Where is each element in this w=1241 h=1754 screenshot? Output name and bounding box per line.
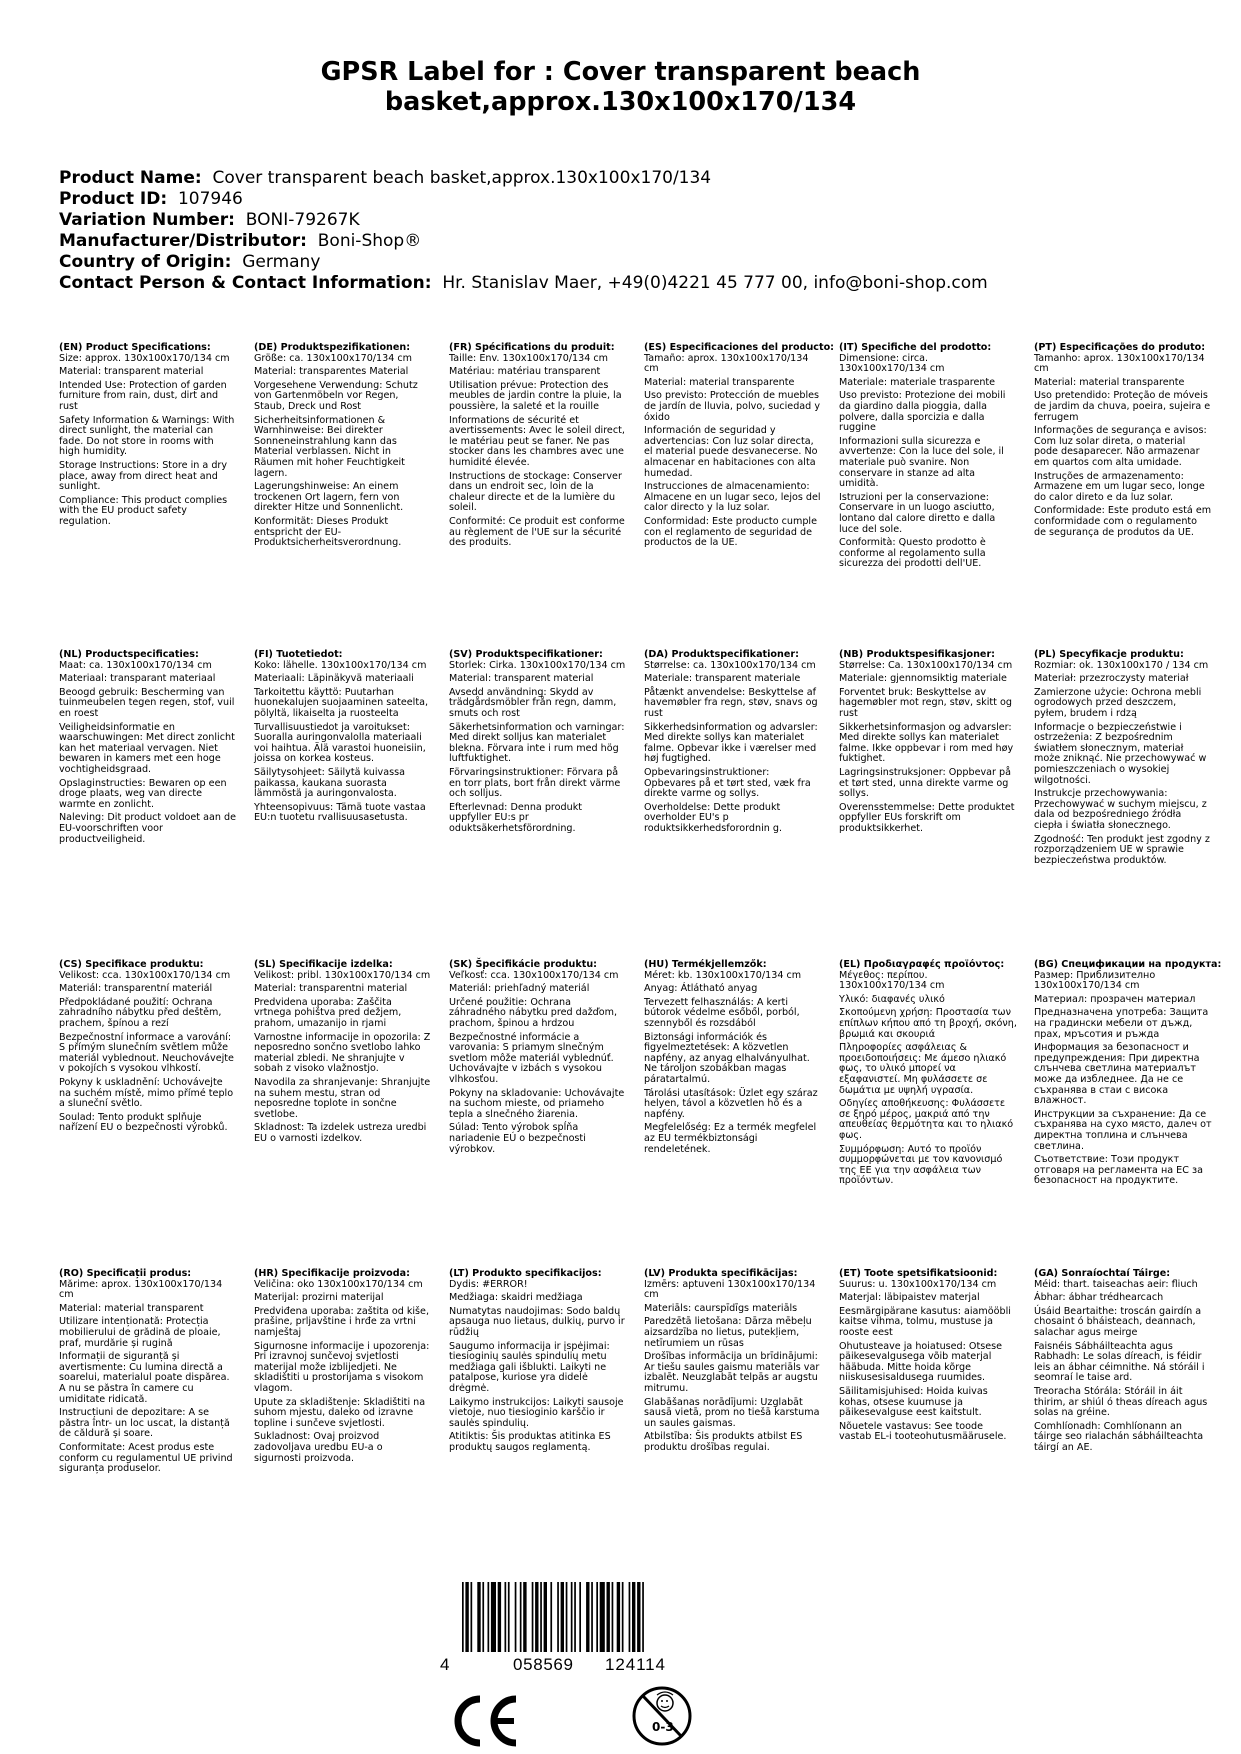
spec-paragraph: Informazioni sulla sicurezza e avvertenze: Con la luce del sole, il materiale può svanire. Non conservare in stanze ad alta umidità.	[839, 435, 1004, 490]
spec-paragraph: Instrucțiuni de depozitare: A se păstra într- un loc uscat, la distanță de căldură și soare.	[59, 1407, 230, 1440]
spec-paragraph: Pokyny k uskladnění: Uchovávejte na suchém místě, mimo přímé teplo a sluneční světlo.	[59, 1076, 234, 1110]
spec-paragraph: Υλικό: διαφανές υλικό	[839, 993, 945, 1005]
spec-paragraph: Μέγεθος: περίπου. 130x100x170/134 cm	[839, 969, 945, 992]
spec-paragraph: Faisnéis Sábháilteachta agus Rabhadh: Le solas díreach, is féidir leis an ábhar céimnithe. Ná stóráil i seomraí le taise ard.	[1034, 1340, 1205, 1384]
info-value: BONI-79267K	[245, 210, 360, 230]
barcode-digit-first: 4	[440, 1655, 450, 1674]
spec-paragraph: Biztonsági információk és figyelmeztetések: A közvetlen napfény, az anyag elhalványulhat. Ne tároljon szobákban magas páratartalmú.	[644, 1031, 810, 1085]
info-contact	[59, 273, 1209, 294]
spec-paragraph: Upute za skladištenje: Skladištiti na suhom mjestu, daleko od izravne topline i sunčeve svjetlosti.	[254, 1396, 426, 1429]
spec-paragraph: Οδηγίες αποθήκευσης: Φυλάσσετε σε ξηρό μέρος, μακριά από την απευθείας θερμότητα και το ηλιακό φως.	[839, 1098, 1014, 1141]
spec-paragraph: Lagerungshinweise: An einem trockenen Ort lagern, fern von direkter Hitze und Sonnenlicht.	[254, 481, 404, 514]
spec-paragraph: Σκοπούμενη χρήση: Προστασία των επίπλων κήπου από τη βροχή, σκόνη, βρωμιά και σκουριά	[839, 1007, 1017, 1040]
spec-paragraph: Conformidade: Este produto está em conformidade com o regulamento de segurança de produtos da UE.	[1034, 505, 1212, 538]
spec-paragraph: Eesmärgipärane kasutus: aiamööbli kaitse vihma, tolmu, mustuse ja rooste eest	[839, 1305, 1011, 1338]
spec-paragraph: Информация за безопасност и предупреждения: При директна слънчева светлина материалът може да избледнее. Да не се съхранява в стаи с висока влажност.	[1034, 1042, 1200, 1107]
barcode-digits-right: 124114	[605, 1655, 665, 1674]
barcode	[440, 1582, 705, 1674]
spec-block	[644, 960, 822, 1158]
barcode-bar	[491, 1582, 496, 1652]
spec-paragraph: Materiale: gjennomsiktig materiale	[839, 673, 1007, 685]
spec-block	[59, 650, 237, 848]
spec-block	[644, 650, 822, 838]
spec-paragraph: Naleving: Dit product voldoet aan de EU-voorschriften voor productveiligheid.	[59, 812, 236, 845]
barcode-bar	[482, 1582, 484, 1652]
spec-paragraph: Laikymo instrukcijos: Laikyti sausoje vietoje, nuo tiesioginio karščio ir saulės spindulių.	[449, 1396, 624, 1429]
spec-heading: (IT) Specifiche del prodotto:	[839, 342, 992, 353]
spec-paragraph: Tamaño: aprox. 130x100x170/134 cm	[644, 352, 809, 375]
spec-paragraph: Medžiaga: skaidri medžiaga	[449, 1292, 583, 1304]
barcode-bar	[629, 1582, 631, 1652]
barcode-bar	[550, 1582, 552, 1652]
spec-paragraph: Material: material transparent	[59, 1302, 204, 1314]
spec-paragraph: Matériau: matériau transparent	[449, 366, 601, 378]
spec-paragraph: Instrucciones de almacenamiento: Almacene en un lugar seco, lejos del calor directo y la luz solar.	[644, 481, 821, 514]
spec-heading: (DA) Produktspecifikationer:	[644, 649, 799, 660]
spec-paragraph: Συμμόρφωση: Αυτό το προϊόν συμμορφώνεται με τον κανονισμό της ΕΕ για την ασφάλεια των προϊόντων.	[839, 1143, 1003, 1187]
product-info	[59, 168, 1209, 294]
info-label: Manufacturer/Distributor:	[59, 231, 307, 251]
barcode-bar	[642, 1582, 644, 1652]
barcode-bar	[544, 1582, 547, 1652]
spec-block	[449, 960, 627, 1158]
spec-heading: (SL) Specifikacije izdelka:	[254, 959, 393, 970]
spec-block	[449, 1269, 627, 1457]
spec-paragraph: Storage Instructions: Store in a dry place, away from direct heat and sunlight.	[59, 459, 228, 493]
spec-paragraph: Intended Use: Protection of garden furniture from rain, dust, dirt and rust	[59, 379, 227, 412]
spec-paragraph: Predviđena uporaba: zaštita od kiše, prašine, prljavštine i hrđe za vrtni namještaj	[254, 1305, 430, 1338]
spec-paragraph: Conformitate: Acest produs este conform cu regulamentul UE privind siguranța produselor.	[59, 1441, 233, 1475]
spec-paragraph: Materiale: materiale trasparente	[839, 376, 996, 388]
spec-paragraph: Skladnost: Ta izdelek ustreza uredbi EU o varnosti izdelkov.	[254, 1122, 427, 1144]
spec-paragraph: Předpokládané použití: Ochrana zahradního nábytku před deštěm, prachem, špínou a rezí	[59, 996, 222, 1029]
spec-heading: (LT) Produkto specifikacijos:	[449, 1268, 602, 1279]
spec-block	[839, 1269, 1017, 1446]
spec-paragraph: Turvallisuustiedot ja varoitukset: Suoralla auringonvalolla materiaali voi haihtua. Älä varastoi huoneisiin, joissa on korkea kosteus.	[254, 721, 426, 765]
barcode-bar	[632, 1582, 635, 1652]
spec-paragraph: Informacje o bezpieczeństwie i ostrzeżenia: Z bezpośrednim światłem słonecznym, materiał może zniknąć. Nie przechowywać w pomieszczeniach o wysokiej wilgotności.	[1034, 721, 1207, 786]
spec-block	[644, 1269, 822, 1457]
spec-paragraph: Velikost: pribl. 130x100x170/134 cm	[254, 969, 431, 981]
spec-paragraph: Material: transparentni material	[254, 983, 408, 995]
spec-paragraph: Rozmiar: ok. 130x100x170 / 134 cm	[1034, 659, 1209, 671]
spec-paragraph: Comhlíonadh: Comhlíonann an táirge seo rialachán sábháilteachta táirgí an AE.	[1034, 1420, 1204, 1453]
spec-paragraph: Overholdelse: Dette produkt overholder EU's p roduktsikkerhedsforordnin g.	[644, 801, 783, 834]
barcode-bar	[596, 1582, 598, 1652]
spec-block	[449, 650, 627, 838]
barcode-bar	[622, 1582, 624, 1652]
spec-heading: (HU) Termékjellemzők:	[644, 959, 767, 970]
spec-paragraph: Materijal: prozirni materijal	[254, 1292, 384, 1304]
spec-paragraph: Megfelelőség: Ez a termék megfelel az EU termékbiztonsági rendeletének.	[644, 1122, 817, 1155]
spec-paragraph: Инструкции за съхранение: Да се съхранява на сухо място, далеч от директна топлина и слънчева светлина.	[1034, 1108, 1212, 1152]
info-value: Hr. Stanislav Maer, +49(0)4221 45 777 00, info@boni-shop.com	[442, 273, 988, 293]
spec-paragraph: Drošības informācija un brīdinājumi: Ar tiešu saules gaismu materiāls var izbalēt. Neuzglabāt telpās ar augstu mitrumu.	[644, 1351, 820, 1394]
spec-block	[254, 343, 432, 552]
spec-paragraph: Safety Information & Warnings: With direct sunlight, the material can fade. Do not store in rooms with high humidity.	[59, 414, 235, 458]
barcode-bar	[488, 1582, 490, 1652]
spec-paragraph: Forventet bruk: Beskyttelse av hagemøbler mot regn, støv, skitt og rust	[839, 686, 1012, 719]
spec-paragraph: Utilizare intenționată: Protecția mobilierului de grădină de ploaie, praf, murdărie și rugină	[59, 1316, 221, 1349]
spec-paragraph: Tárolási utasítások: Üzlet egy száraz helyen, távol a közvetlen hő és a napfény.	[644, 1087, 818, 1120]
spec-paragraph: Maat: ca. 130x100x170/134 cm	[59, 659, 212, 671]
spec-paragraph: Dydis: #ERROR!	[449, 1278, 528, 1290]
barcode-bar	[600, 1582, 605, 1652]
spec-heading: (FR) Spécifications du produit:	[449, 342, 615, 353]
spec-paragraph: Atbilstība: Šis produkts atbilst ES produktu drošības regulai.	[644, 1431, 803, 1453]
spec-paragraph: Bezpečnostné informácie a varovania: S priamym slnečným svetlom môže materiál vyblednúť. Uchovávajte v izbách s vysokou vlhkosťou.	[449, 1031, 614, 1085]
barcode-bar	[462, 1582, 464, 1652]
spec-block	[839, 650, 1017, 838]
spec-paragraph: Opslaginstructies: Bewaren op een droge plaats, weg van directe warmte en zonlicht.	[59, 777, 227, 810]
spec-paragraph: Material: material transparente	[644, 376, 795, 388]
spec-paragraph: Numatytas naudojimas: Sodo baldų apsauga nuo lietaus, dulkių, purvo ir rūdžių	[449, 1305, 625, 1338]
spec-block	[839, 960, 1017, 1190]
spec-paragraph: Påtænkt anvendelse: Beskyttelse af havemøbler fra regn, støv, snavs og rust	[644, 686, 818, 719]
info-value: 107946	[177, 189, 243, 209]
spec-paragraph: Tarkoitettu käyttö: Puutarhan huonekalujen suojaaminen sateelta, pölyltä, likaiselta ja ruosteelta	[254, 686, 429, 719]
spec-paragraph: Méid: thart. taiseachas aeir: fliuch	[1034, 1278, 1198, 1290]
spec-paragraph: Uso pretendido: Proteção de móveis de jardim da chuva, poeira, sujeira e ferrugem	[1034, 390, 1211, 423]
spec-paragraph: Opbevaringsinstruktioner: Opbevares på et tørt sted, væk fra direkte varme og sollys.	[644, 766, 811, 800]
spec-heading: (GA) Sonraíochtaí Táirge:	[1034, 1268, 1171, 1279]
spec-paragraph: Lagringsinstruksjoner: Oppbevar på et tørt sted, unna direkte varme og sollys.	[839, 766, 1011, 800]
info-value: Germany	[242, 252, 321, 272]
info-label: Product ID:	[59, 189, 168, 209]
ce-mark-icon	[450, 1693, 522, 1749]
spec-paragraph: Utilisation prévue: Protection des meubles de jardin contre la pluie, la poussière, la saleté et la rouille	[449, 379, 622, 412]
spec-paragraph: Velikost: cca. 130x100x170/134 cm	[59, 969, 231, 981]
barcode-digits-left: 058569	[513, 1655, 573, 1674]
spec-paragraph: Съответствие: Този продукт отговаря на регламента на ЕС за безопасност на продуктите.	[1034, 1154, 1203, 1187]
spec-paragraph: Informations de sécurité et avertissements: Avec le soleil direct, le matériau peut se faner. Ne pas stocker dans les chambres avec une humidité élevée.	[449, 414, 625, 468]
spec-paragraph: Ohutusteave ja hoiatused: Otsese päikesevalgusega võib materjal hääbuda. Mitte hoida kõrge niiskusesisaldusega ruumides.	[839, 1340, 1003, 1384]
info-variation-number	[59, 210, 1209, 231]
spec-heading: (PT) Especificações do produto:	[1034, 342, 1206, 353]
spec-paragraph: Información de seguridad y advertencias: Con luz solar directa, el material puede desvanecerse. No almacenar en habitaciones con alta humedad.	[644, 425, 818, 479]
spec-paragraph: Materiale: transparent materiale	[644, 673, 801, 685]
spec-paragraph: Materiał: przezroczysty materiał	[1034, 673, 1189, 685]
spec-paragraph: Materiāls: caurspīdīgs materiāls	[644, 1302, 798, 1314]
spec-paragraph: Uso previsto: Protección de muebles de jardín de lluvia, polvo, suciedad y óxido	[644, 390, 820, 423]
barcode-bar	[540, 1582, 542, 1652]
spec-heading: (SK) Špecifikácie produktu:	[449, 959, 598, 970]
spec-heading: (EL) Προδιαγραφές προϊόντος:	[839, 959, 1005, 970]
barcode-bar	[498, 1582, 501, 1652]
spec-block	[1034, 343, 1212, 541]
barcode-bar	[532, 1582, 534, 1652]
spec-paragraph: Koko: lähelle. 130x100x170/134 cm	[254, 659, 427, 671]
spec-paragraph: Efterlevnad: Denna produkt uppfyller EU:s pr oduktsäkerhetsförordning.	[449, 801, 583, 834]
spec-paragraph: Sikkerhetsinformasjon og advarsler: Med direkte sollys kan materialet falme. Ikke oppbevar i rom med høy fuktighet.	[839, 721, 1014, 765]
spec-heading: (HR) Specifikacije proizvoda:	[254, 1268, 410, 1279]
spec-paragraph: Vorgesehene Verwendung: Schutz von Gartenmöbeln vor Regen, Staub, Dreck und Rost	[254, 379, 418, 412]
spec-paragraph: Conformidad: Este producto cumple con el reglamento de seguridad de productos de la UE.	[644, 515, 817, 549]
spec-block	[1034, 650, 1212, 869]
spec-block	[1034, 959, 1222, 1190]
spec-paragraph: Zgodność: Ten produkt jest zgodny z rozporządzeniem UE w sprawie bezpieczeństwa produktów.	[1034, 833, 1210, 866]
spec-paragraph: Størrelse: Ca. 130x100x170/134 cm	[839, 659, 1013, 671]
barcode-bar	[617, 1582, 620, 1652]
spec-paragraph: Úsáid Beartaithe: troscán gairdín a chosaint ó bháisteach, deannach, salachar agus meirge	[1034, 1305, 1202, 1338]
barcode-bar	[515, 1582, 517, 1652]
spec-paragraph: Varnostne informacije in opozorila: Z neposredno sončno svetlobo lahko material zbledi. Ne shranjujte v sobah z visoko vlažnostjo.	[254, 1031, 431, 1075]
spec-paragraph: Izmērs: aptuveni 130x100x170/134 cm	[644, 1278, 816, 1301]
spec-paragraph: Mărime: aprox. 130x100x170/134 cm	[59, 1278, 223, 1301]
spec-heading: (DE) Produktspezifikationen:	[254, 342, 411, 353]
spec-paragraph: Zamierzone użycie: Ochrona mebli ogrodowych przed deszczem, pyłem, brudem i rdzą	[1034, 686, 1202, 719]
spec-paragraph: Size: approx. 130x100x170/134 cm	[59, 352, 230, 364]
spec-paragraph: Materiál: priehľadný materiál	[449, 983, 590, 995]
spec-heading: (ES) Especificaciones del producto:	[644, 342, 835, 353]
spec-paragraph: Tervezett felhasználás: A kerti bútorok védelme esőből, porból, szennyből és rozsdából	[644, 996, 800, 1029]
spec-block	[254, 650, 432, 827]
barcode-bar	[471, 1582, 473, 1652]
info-label: Product Name:	[59, 168, 202, 188]
barcode-bar	[637, 1582, 640, 1652]
spec-paragraph: Informații de siguranță și avertismente: Cu lumina directă a soarelui, materialul poate dispărea. A nu se păstra în camere cu umiditate ridicată.	[59, 1351, 230, 1405]
spec-paragraph: Ábhar: ábhar trédhearcach	[1034, 1292, 1164, 1304]
spec-paragraph: Taille: Env. 130x100x170/134 cm	[449, 352, 609, 364]
spec-paragraph: Sikkerhedsinformation og advarsler: Med direkte sollys kan materialet falme. Opbevar ikke i værelser med høj fugtighed.	[644, 721, 818, 765]
spec-paragraph: Размер: Приблизително 130x100x170/134 cm	[1034, 969, 1156, 992]
barcode-bar	[505, 1582, 507, 1652]
barcode-bar	[523, 1582, 526, 1652]
spec-heading: (ET) Toote spetsifikatsioonid:	[839, 1268, 998, 1279]
spec-paragraph: Sicherheitsinformationen & Warnhinweise: Bei direkter Sonneneinstrahlung kann das Material verblassen. Nicht in Räumen mit hoher Feuchtigkeit lagern.	[254, 414, 405, 479]
spec-paragraph: Materiaali: Läpinäkyvä materiaali	[254, 673, 414, 685]
spec-block	[59, 343, 237, 531]
spec-paragraph: Súlad: Tento výrobok spĺňa nariadenie EÚ o bezpečnosti výrobkov.	[449, 1122, 586, 1155]
spec-heading: (LV) Produkta specifikācijas:	[644, 1268, 798, 1279]
spec-paragraph: Instrukcje przechowywania: Przechowywać w suchym miejscu, z dala od bezpośredniego źródła ciepła i światła słonecznego.	[1034, 788, 1207, 831]
barcode-bar	[612, 1582, 614, 1652]
barcode-bar	[557, 1582, 559, 1652]
barcode-bar	[571, 1582, 573, 1652]
spec-paragraph: Beoogd gebruik: Bescherming van tuinmeubelen tegen regen, stof, vuil en roest	[59, 686, 235, 719]
info-label: Contact Person & Contact Information:	[59, 273, 432, 293]
spec-block	[839, 343, 1017, 573]
barcode-bar	[520, 1582, 522, 1652]
spec-paragraph: Материал: прозрачен материал	[1034, 993, 1196, 1005]
spec-paragraph: Veľkosť: cca. 130x100x170/134 cm	[449, 969, 619, 981]
info-manufacturer	[59, 231, 1209, 252]
spec-paragraph: Material: transparent material	[449, 673, 594, 685]
spec-paragraph: Säkerhetsinformation och varningar: Med direkt solljus kan materialet blekna. Förvara inte i rum med hög luftfuktighet.	[449, 721, 625, 765]
spec-paragraph: Förvaringsinstruktioner: Förvara på en torr plats, bort från direkt värme och solljus.	[449, 766, 621, 800]
spec-block	[1034, 1269, 1212, 1457]
spec-paragraph: Méret: kb. 130x100x170/134 cm	[644, 969, 802, 981]
spec-block	[449, 343, 627, 552]
spec-paragraph: Soulad: Tento produkt splňuje nařízení EU o bezpečnosti výrobků.	[59, 1111, 228, 1134]
barcode-bars	[462, 1582, 644, 1652]
info-product-id	[59, 189, 1209, 210]
spec-paragraph: Größe: ca. 130x100x170/134 cm	[254, 352, 413, 364]
page-title: GPSR Label for : Cover transparent beach basket,approx.130x100x170/134	[320, 57, 921, 117]
barcode-bar	[561, 1582, 564, 1652]
spec-paragraph: Nõuetele vastavus: See toode vastab EL-i tooteohutusmäärusele.	[839, 1420, 1007, 1443]
spec-paragraph: Materjal: läbipaistev materjal	[839, 1292, 980, 1304]
info-value: Boni-Shop®	[317, 231, 422, 251]
barcode-bar	[579, 1582, 581, 1652]
spec-paragraph: Informações de segurança e avisos: Com luz solar direta, o material pode desaparecer. Não armazenar em quartos com alta umidade.	[1034, 425, 1207, 468]
age-range-label: 0-3	[652, 1720, 674, 1734]
barcode-bar	[574, 1582, 576, 1652]
spec-heading: (SV) Produktspecifikationer:	[449, 649, 603, 660]
spec-paragraph: Säilytysohjeet: Säilytä kuivassa paikassa, kaukana suorasta lämmöstä ja auringonvalosta.	[254, 766, 405, 800]
barcode-bar	[566, 1582, 568, 1652]
info-product-name	[59, 168, 1209, 189]
spec-paragraph: Pokyny na skladovanie: Uchovávajte na suchom mieste, od priameho tepla a slnečného žiarenia.	[449, 1087, 625, 1120]
spec-paragraph: Compliance: This product complies with the EU product safety regulation.	[59, 494, 228, 527]
spec-paragraph: Overensstemmelse: Dette produktet oppfyller EUs forskrift om produktsikkerhet.	[839, 801, 1015, 834]
barcode-bar	[591, 1582, 593, 1652]
spec-paragraph: Material: transparent material	[59, 366, 204, 378]
info-value: Cover transparent beach basket,approx.130x100x170/134	[212, 168, 712, 188]
spec-paragraph: Material: transparentes Material	[254, 366, 409, 378]
spec-paragraph: Storlek: Cirka. 130x100x170/134 cm	[449, 659, 626, 671]
spec-paragraph: Предназначена употреба: Защита на градински мебели от дъжд, прах, мръсотия и ръжда	[1034, 1007, 1209, 1040]
spec-paragraph: Yhteensopivuus: Tämä tuote vastaa EU:n tuotetu rvallisuusasetusta.	[254, 801, 426, 824]
barcode-bar	[607, 1582, 610, 1652]
spec-paragraph: Glabāšanas norādījumi: Uzglabāt sausā vietā, prom no tiešā karstuma un saules gaismas.	[644, 1396, 820, 1429]
info-country	[59, 252, 1209, 273]
spec-paragraph: Instructions de stockage: Conserver dans un endroit sec, loin de la chaleur directe et de la lumière du soleil.	[449, 470, 622, 514]
spec-paragraph: Tamanho: aprox. 130x100x170/134 cm	[1034, 352, 1205, 375]
spec-paragraph: Materiál: transparentní materiál	[59, 983, 213, 995]
spec-paragraph: Bezpečnostní informace a varování: S přímým slunečním světlem může materiál vyblednout. Neuchovávejte v pokojích s vysokou vlhkostí.	[59, 1031, 234, 1075]
spec-paragraph: Conformité: Ce produit est conforme au règlement de l'UE sur la sécurité des produits.	[449, 515, 625, 549]
spec-paragraph: Veličina: oko 130x100x170/134 cm	[254, 1278, 423, 1290]
spec-block	[59, 960, 237, 1137]
spec-block	[59, 1269, 237, 1478]
spec-heading: (RO) Specificații produs:	[59, 1268, 192, 1279]
spec-paragraph: Avsedd användning: Skydd av trädgårdsmöbler från regn, damm, smuts och rost	[449, 686, 617, 719]
spec-heading: (PL) Specyfikacje produktu:	[1034, 649, 1184, 660]
spec-heading: (CS) Specifikace produktu:	[59, 959, 204, 970]
spec-paragraph: Sukladnost: Ovaj proizvod zadovoljava uredbu EU-a o sigurnosti proizvoda.	[254, 1431, 383, 1464]
spec-paragraph: Paredzētā lietošana: Dārza mēbeļu aizsardzība no lietus, putekļiem, netīrumiem un rūsas	[644, 1316, 812, 1349]
spec-paragraph: Určené použitie: Ochrana záhradného nábytku pred dažďom, prachom, špinou a hrdzou	[449, 996, 617, 1029]
spec-block	[254, 1269, 432, 1467]
barcode-bar	[535, 1582, 538, 1652]
spec-paragraph: Instruções de armazenamento: Armazene em um lugar seco, longe do calor direto e da luz solar.	[1034, 470, 1205, 503]
info-label: Variation Number:	[59, 210, 235, 230]
not-for-children-0-3-icon	[631, 1683, 693, 1749]
spec-paragraph: Suurus: u. 130x100x170/134 cm	[839, 1278, 997, 1290]
spec-block	[254, 960, 432, 1148]
spec-heading: (NB) Produktspesifikasjoner:	[839, 649, 996, 660]
spec-paragraph: Saugumo informacija ir įspėjimai: tiesioginių saulės spindulių metu medžiaga gali išblukti. Laikyti ne patalpose, kuriose yra didelė drėgmė.	[449, 1340, 610, 1394]
spec-paragraph: Anyag: Átlátható anyag	[644, 983, 758, 995]
barcode-bar	[465, 1582, 468, 1652]
spec-paragraph: Materiaal: transparant materiaal	[59, 673, 216, 685]
info-label: Country of Origin:	[59, 252, 232, 272]
barcode-bar	[586, 1582, 589, 1652]
spec-heading: (FI) Tuotetiedot:	[254, 649, 343, 660]
spec-heading: (BG) Спецификации на продукта:	[1034, 959, 1222, 970]
spec-paragraph: Predvidena uporaba: Zaščita vrtnega pohištva pred dežjem, prahom, umazanijo in rjami	[254, 996, 402, 1029]
spec-paragraph: Sigurnosne informacije i upozorenja: Pri izravnoj sunčevoj svjetlosti materijal može izblijedjeti. Ne skladištiti u prostorijama s visokom vlagom.	[254, 1340, 430, 1394]
spec-heading: (NL) Productspecificaties:	[59, 649, 199, 660]
barcode-bar	[477, 1582, 480, 1652]
spec-paragraph: Veiligheidsinformatie en waarschuwingen: Met direct zonlicht kan het materiaal vervagen. Niet bewaren in kamers met een hoge vochtigheidsgraad.	[59, 721, 235, 775]
spec-paragraph: Πληροφορίες ασφάλειας & προειδοποιήσεις: Με άμεσο ηλιακό φως, το υλικό μπορεί να εξαφανιστεί. Μη φυλάσσετε σε δωμάτια με υψηλή υγρασία.	[839, 1042, 1007, 1096]
spec-paragraph: Størrelse: ca. 130x100x170/134 cm	[644, 659, 816, 671]
spec-paragraph: Istruzioni per la conservazione: Conservare in un luogo asciutto, lontano dal calore diretto e dalla luce del sole.	[839, 491, 996, 535]
spec-paragraph: Material: material transparente	[1034, 376, 1185, 388]
spec-paragraph: Konformität: Dieses Produkt entspricht der EU-Produktsicherheitsverordnung.	[254, 515, 402, 549]
spec-paragraph: Navodila za shranjevanje: Shranjujte na suhem mestu, stran od neposredne toplote in sončne svetlobe.	[254, 1076, 431, 1120]
barcode-bar	[508, 1582, 510, 1652]
spec-heading: (EN) Product Specifications:	[59, 342, 211, 353]
spec-paragraph: Atitiktis: Šis produktas atitinka ES produktų saugos reglamentą.	[449, 1431, 611, 1453]
spec-block	[644, 342, 835, 552]
spec-paragraph: Uso previsto: Protezione dei mobili da giardino dalla pioggia, dalla polvere, dalla sporcizia e dalla ruggine	[839, 390, 1006, 434]
spec-paragraph: Conformità: Questo prodotto è conforme al regolamento sulla sicurezza dei prodotti dell'UE.	[839, 537, 986, 570]
spec-paragraph: Säilitamisjuhised: Hoida kuivas kohas, otsese kuumuse ja päikesevalguse eest kaitstult.	[839, 1385, 988, 1419]
spec-paragraph: Dimensione: circa. 130x100x170/134 cm	[839, 352, 945, 375]
spec-paragraph: Treoracha Stórála: Stóráil in áit thirim, ar shiúl ó theas díreach agus solas na gréine.	[1034, 1385, 1208, 1419]
